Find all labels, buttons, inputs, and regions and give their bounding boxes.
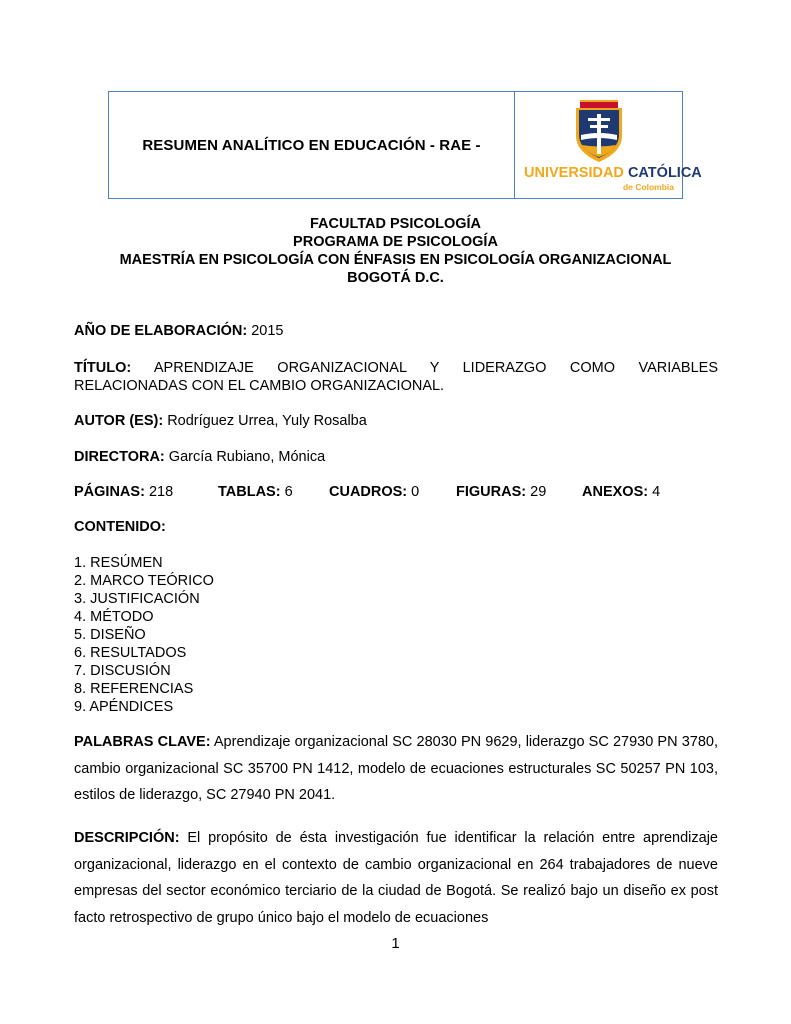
- figures-stat: [456, 483, 546, 501]
- author-field: [74, 412, 718, 430]
- page-number: 1: [391, 935, 400, 952]
- tables-label: TABLAS:: [218, 484, 281, 500]
- faculty-line: MAESTRÍA EN PSICOLOGÍA CON ÉNFASIS EN PSICOLOGÍA ORGANIZACIONAL: [119, 252, 672, 268]
- author-value: Rodríguez Urrea, Yuly Rosalba: [167, 413, 367, 429]
- logo-name-part2: CATÓLICA: [627, 165, 702, 181]
- year-field: [74, 322, 718, 340]
- figures-value: 29: [530, 484, 547, 500]
- contents-item: 3. JUSTIFICACIÓN: [74, 591, 200, 607]
- contents-item: 8. REFERENCIAS: [74, 681, 194, 697]
- contents-item: 7. DISCUSIÓN: [74, 663, 171, 679]
- description-label: DESCRIPCIÓN:: [74, 830, 180, 846]
- header-title-cell: [109, 92, 515, 198]
- title-value: APRENDIZAJE ORGANIZACIONAL Y LIDERAZGO COMO VARIABLES RELACIONADAS CON EL CAMBIO ORGANIZACIONAL.: [74, 360, 718, 394]
- contents-item: 9. APÉNDICES: [74, 699, 174, 715]
- boxes-label: CUADROS:: [329, 484, 408, 500]
- annexes-stat: [582, 483, 660, 501]
- contents-item: 1. RESÚMEN: [74, 555, 163, 571]
- director-label: DIRECTORA:: [74, 449, 165, 465]
- pages-label: PÁGINAS:: [74, 484, 145, 500]
- university-name: [524, 165, 702, 181]
- director-field: [74, 448, 718, 466]
- annexes-label: ANEXOS:: [582, 484, 649, 500]
- rae-title: RESUMEN ANALÍTICO EN EDUCACIÓN - RAE -: [142, 136, 481, 154]
- faculty-block: [0, 215, 791, 287]
- tables-stat: [218, 483, 293, 501]
- year-label: AÑO DE ELABORACIÓN:: [74, 323, 248, 339]
- annexes-value: 4: [652, 484, 661, 500]
- logo-name-part1: UNIVERSIDAD: [524, 165, 624, 181]
- faculty-line: PROGRAMA DE PSICOLOGÍA: [293, 234, 498, 250]
- year-value: 2015: [251, 323, 284, 339]
- title-field: [74, 359, 718, 395]
- figures-label: FIGURAS:: [456, 484, 527, 500]
- contents-item: 2. MARCO TEÓRICO: [74, 573, 214, 589]
- contents-item: 4. MÉTODO: [74, 609, 154, 625]
- author-label: AUTOR (ES):: [74, 413, 164, 429]
- title-label: TÍTULO:: [74, 360, 132, 376]
- keywords-paragraph: [74, 729, 718, 809]
- contents-label: CONTENIDO:: [74, 519, 166, 535]
- logo-subtitle: de Colombia: [622, 182, 674, 192]
- boxes-value: 0: [411, 484, 420, 500]
- pages-value: 218: [148, 484, 174, 500]
- keywords-value: Aprendizaje organizacional SC 28030 PN 9629, liderazgo SC 27930 PN 3780, cambio organizacional SC 35700 PN 1412, modelo de ecuaciones estructurales SC 50257 PN 103, estilos de liderazgo, SC 27940 PN 2041.: [74, 734, 719, 803]
- description-paragraph: [74, 825, 718, 931]
- boxes-stat: [329, 483, 419, 501]
- keywords-label: PALABRAS CLAVE:: [74, 734, 211, 750]
- rae-header-box: [108, 91, 702, 199]
- director-value: García Rubiano, Mónica: [168, 449, 326, 465]
- faculty-line: FACULTAD PSICOLOGÍA: [309, 216, 482, 232]
- pages-stat: [74, 483, 173, 501]
- description-value: El propósito de ésta investigación fue identificar la relación entre aprendizaje organizacional, liderazgo en el contexto de cambio organizacional en 264 trabajadores de nueve empresas del sector económico terciario de la ciudad de Bogotá. Se realizó bajo un diseño ex post facto retrospectivo de grupo único bajo el modelo de ecuaciones: [74, 830, 718, 926]
- contents-item: 5. DISEÑO: [74, 627, 146, 643]
- contents-item: 6. RESULTADOS: [74, 645, 187, 661]
- contents-list: [74, 554, 214, 716]
- tables-value: 6: [284, 484, 293, 500]
- faculty-line: BOGOTÁ D.C.: [347, 270, 444, 286]
- university-logo: [515, 92, 702, 198]
- university-shield-icon: [573, 98, 625, 164]
